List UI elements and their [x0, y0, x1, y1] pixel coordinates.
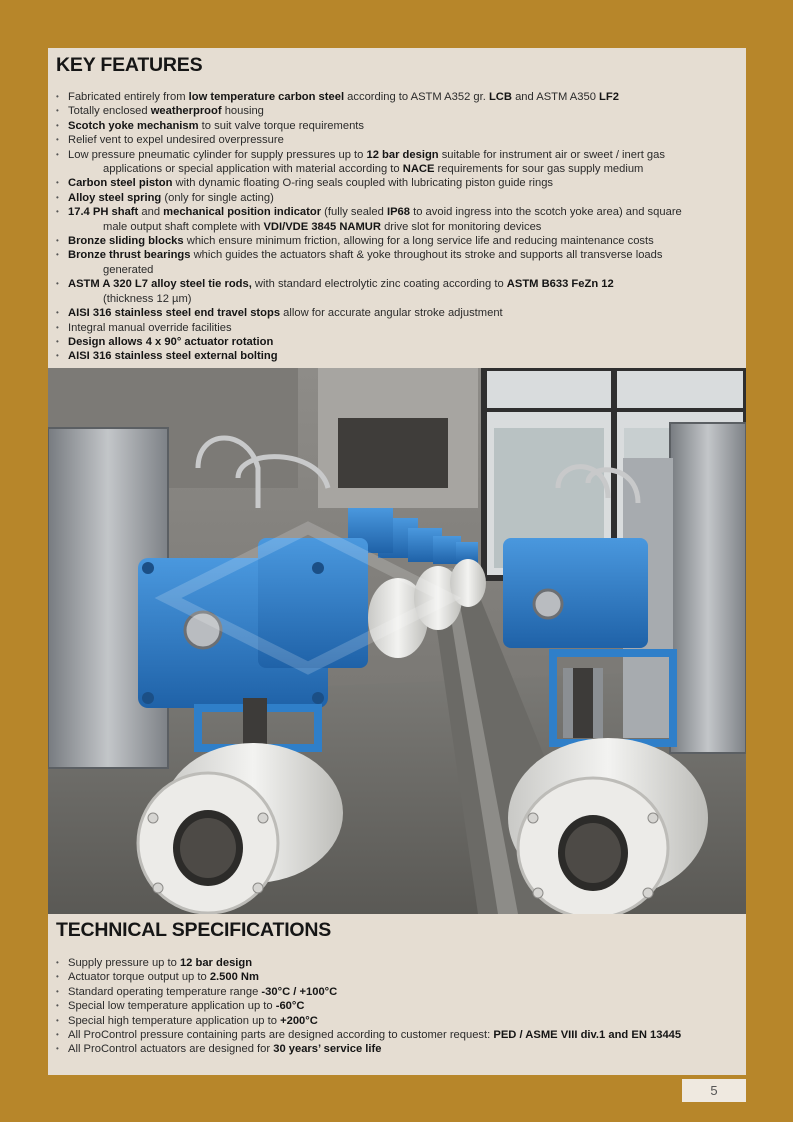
- bold-text: Carbon steel piston: [68, 177, 173, 190]
- text-run: male output shaft complete with: [103, 220, 264, 233]
- list-item-text: [68, 192, 274, 204]
- list-item: [55, 191, 735, 205]
- key-features-list: [55, 90, 735, 364]
- bold-text: 17.4 PH shaft: [68, 206, 139, 219]
- text-run: (only for single acting): [161, 191, 274, 204]
- bold-text: 30 years’ service life: [273, 1043, 382, 1056]
- list-item: [55, 133, 735, 147]
- bold-text: IP68: [386, 206, 410, 219]
- text-run: which guides the actuators shaft & yoke throughout its stroke and supports all transverse loads: [190, 249, 663, 262]
- list-item-text: [68, 134, 284, 146]
- text-run: with dynamic floating O-ring seals coupled with lubricating piston guide rings: [172, 177, 554, 190]
- text-run: Low pressure pneumatic cylinder for supply pressures up to: [68, 148, 367, 161]
- bold-text: +200°C: [280, 1014, 318, 1027]
- text-run: housing: [221, 105, 264, 118]
- content-panel: [48, 48, 746, 1075]
- page-number: 5: [682, 1079, 746, 1102]
- list-item: [55, 1042, 735, 1056]
- list-item-text: [68, 177, 553, 189]
- text-run: Integral manual override facilities: [68, 321, 232, 334]
- list-item: [55, 90, 735, 104]
- bold-text: Alloy steel spring: [68, 191, 162, 204]
- bold-text: NACE: [402, 163, 435, 176]
- text-run: according to ASTM A352 gr.: [344, 91, 489, 103]
- text-run: with standard electrolytic zinc coating according to: [251, 278, 507, 291]
- list-item-text: [68, 350, 278, 362]
- bold-text: ASTM B633 FeZn 12: [506, 278, 614, 291]
- list-item: [55, 104, 735, 118]
- text-run: Standard operating temperature range: [68, 985, 262, 998]
- list-item: [55, 248, 735, 277]
- bold-text: 12 bar design: [366, 148, 439, 161]
- valve-actuator-photo: [48, 368, 746, 914]
- text-run: to suit valve torque requirements: [198, 119, 364, 132]
- list-item: [55, 956, 735, 970]
- text-run: Special high temperature application up to: [68, 1014, 281, 1027]
- list-item: [55, 321, 735, 335]
- list-item-text: [68, 1015, 318, 1027]
- technical-specifications-heading: TECHNICAL SPECIFICATIONS: [56, 919, 332, 941]
- text-run: Fabricated entirely from: [68, 91, 189, 103]
- list-item: [55, 306, 735, 320]
- list-item-text: [68, 1000, 304, 1012]
- list-item: [55, 205, 735, 234]
- text-run: Totally enclosed: [68, 105, 151, 118]
- text-run: to avoid ingress into the scotch yoke area) and square: [410, 206, 682, 219]
- list-item-text: [68, 120, 364, 132]
- list-item: [55, 349, 735, 363]
- list-item-text: [68, 307, 503, 319]
- list-item: [55, 335, 735, 349]
- text-run: Actuator torque output up to: [68, 971, 210, 984]
- list-item-text: [68, 149, 665, 161]
- bold-text: 12 bar design: [179, 957, 253, 969]
- text-run: and: [138, 206, 164, 219]
- text-run: (fully sealed: [321, 206, 387, 219]
- list-item-continuation: [68, 220, 735, 234]
- list-item: [55, 999, 735, 1013]
- text-run: Relief vent to expel undesired overpressure: [68, 134, 284, 147]
- text-run: drive slot for monitoring devices: [380, 220, 542, 233]
- bold-text: VDI/VDE 3845 NAMUR: [263, 220, 381, 233]
- list-item-text: [68, 249, 662, 261]
- list-item: [55, 148, 735, 177]
- bold-text: PED / ASME VIII div.1 and EN 13445: [493, 1029, 682, 1042]
- list-item-text: [68, 1043, 381, 1055]
- list-item-text: [68, 986, 337, 998]
- text-run: Special low temperature application up to: [68, 1000, 276, 1013]
- text-run: applications or special application with material according to: [103, 163, 403, 176]
- list-item-text: [68, 322, 232, 334]
- list-item: [55, 985, 735, 999]
- list-item: [55, 1014, 735, 1028]
- bold-text: -60°C: [275, 1000, 305, 1013]
- list-item-text: [68, 1029, 681, 1041]
- bold-text: -30°C / +100°C: [261, 985, 338, 998]
- text-run: All ProControl actuators are designed for: [68, 1043, 274, 1056]
- list-item-text: [68, 105, 264, 117]
- list-item-text: [68, 336, 273, 348]
- bold-text: Bronze thrust bearings: [68, 249, 191, 262]
- list-item-continuation: [68, 162, 735, 176]
- text-run: which ensure minimum friction, allowing for a long service life and reducing maintenance costs: [183, 235, 654, 248]
- photo-illustration: [48, 368, 746, 914]
- text-run: suitable for instrument air or sweet / inert gas: [438, 148, 665, 161]
- list-item: [55, 176, 735, 190]
- list-item-text: [68, 278, 614, 290]
- list-item: [55, 970, 735, 984]
- bold-text: LF2: [599, 91, 619, 103]
- bold-text: 2.500 Nm: [209, 971, 259, 984]
- text-run: and ASTM A350: [511, 91, 600, 103]
- bold-text: mechanical position indicator: [163, 206, 322, 219]
- text-run: requirements for sour gas supply medium: [434, 163, 644, 176]
- list-item-continuation: [68, 263, 735, 277]
- bold-text: Scotch yoke mechanism: [68, 119, 199, 132]
- list-item-text: [68, 235, 654, 247]
- bold-text: weatherproof: [150, 105, 222, 118]
- list-item-text: [68, 971, 259, 983]
- list-item-text: [68, 91, 619, 103]
- text-run: allow for accurate angular stroke adjustment: [280, 307, 503, 320]
- bold-text: Bronze sliding blocks: [68, 235, 184, 248]
- bold-text: AISI 316 stainless steel end travel stops: [68, 307, 281, 320]
- list-item: [55, 234, 735, 248]
- bold-text: AISI 316 stainless steel external bolting: [68, 350, 278, 363]
- bold-text: Design allows 4 x 90° actuator rotation: [68, 335, 274, 348]
- key-features-heading: KEY FEATURES: [56, 54, 203, 76]
- bold-text: ASTM A 320 L7 alloy steel tie rods,: [68, 278, 252, 291]
- bold-text: low temperature carbon steel: [188, 91, 345, 103]
- list-item-text: [68, 957, 252, 969]
- list-item: [55, 119, 735, 133]
- text-run: generated: [103, 263, 154, 276]
- bold-text: LCB: [488, 91, 512, 103]
- text-run: (thickness 12 µm): [103, 292, 192, 305]
- text-run: Supply pressure up to: [68, 957, 180, 969]
- list-item-continuation: [68, 292, 735, 306]
- technical-specifications-list: [55, 956, 735, 1057]
- list-item: [55, 277, 735, 306]
- list-item: [55, 1028, 735, 1042]
- text-run: All ProControl pressure containing parts are designed according to customer request:: [68, 1029, 494, 1042]
- list-item-text: [68, 206, 682, 218]
